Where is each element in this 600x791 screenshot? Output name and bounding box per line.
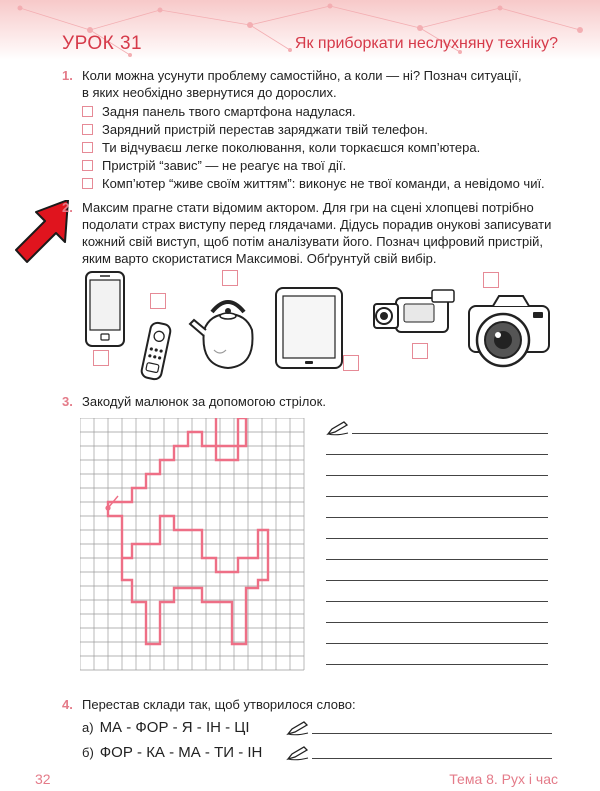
task3-number: 3. xyxy=(62,394,73,409)
pencil-icon xyxy=(286,745,310,761)
answer-line[interactable] xyxy=(326,643,548,644)
task1-option-5[interactable] xyxy=(82,175,545,191)
task4-text: Перестав склади так, щоб утворилося слово: xyxy=(82,697,356,712)
select-box-remote[interactable] xyxy=(150,293,166,309)
answer-line[interactable] xyxy=(326,517,548,518)
answer-line[interactable] xyxy=(326,601,548,602)
tablet-icon xyxy=(272,284,346,372)
checkbox[interactable] xyxy=(82,106,93,117)
task1-option-3[interactable] xyxy=(82,139,480,155)
task2-text-line2: подолати страх виступу перед глядачами. Дідусь порадив онукові записувати xyxy=(82,217,552,232)
answer-line[interactable] xyxy=(326,622,548,623)
task4-number: 4. xyxy=(62,697,73,712)
photo-camera-icon xyxy=(463,292,555,370)
answer-line[interactable] xyxy=(326,559,548,560)
coding-grid[interactable] xyxy=(80,418,306,673)
select-box-smartphone[interactable] xyxy=(93,350,109,366)
answer-line[interactable] xyxy=(352,433,548,434)
task1-number: 1. xyxy=(62,68,73,83)
option-label: Пристрій “завис” — не реагує на твої дії. xyxy=(102,157,347,173)
task1-option-2[interactable] xyxy=(82,121,428,137)
option-label: Комп’ютер “живе своїм життям”: виконує не твої команди, а невідомо чиї. xyxy=(102,175,545,191)
answer-line[interactable] xyxy=(312,733,552,734)
task2-text-line4: яким варто скористатися Максимові. Обґрунтуй свій вибір. xyxy=(82,251,437,266)
footer-topic: Тема 8. Рух і час xyxy=(449,771,558,787)
checkbox[interactable] xyxy=(82,124,93,135)
kettle-icon xyxy=(186,290,270,372)
item-prefix: б) xyxy=(82,744,94,760)
checkbox[interactable] xyxy=(82,160,93,171)
answer-line[interactable] xyxy=(326,475,548,476)
option-label: Задня панель твого смартфона надулася. xyxy=(102,103,356,119)
pencil-icon xyxy=(286,720,310,736)
option-label: Ти відчуваєш легке поколювання, коли торкаєшся комп’ютера. xyxy=(102,139,481,155)
answer-line[interactable] xyxy=(326,538,548,539)
task4-item-b xyxy=(82,742,262,762)
remote-control-icon xyxy=(138,320,174,382)
select-box-kettle[interactable] xyxy=(222,270,238,286)
answer-line[interactable] xyxy=(326,454,548,455)
task1-text-line1: Коли можна усунути проблему самостійно, а коли — ні? Познач ситуації, xyxy=(82,68,522,83)
item-syllables: МА - ФОР - Я - ІН - ЦІ xyxy=(99,718,250,736)
task2-text-line3: кожний свій виступ, щоб потім аналізувати його. Познач цифровий пристрій, xyxy=(82,234,543,249)
task4-item-a xyxy=(82,717,250,737)
task1-option-1[interactable] xyxy=(82,103,356,119)
select-box-camcorder[interactable] xyxy=(412,343,428,359)
option-label: Зарядний пристрій перестав заряджати твій телефон. xyxy=(102,121,428,137)
task1-option-4[interactable] xyxy=(82,157,346,173)
answer-line[interactable] xyxy=(326,580,548,581)
select-box-tablet[interactable] xyxy=(343,355,359,371)
item-prefix: а) xyxy=(82,719,94,735)
lesson-number: УРОК 31 xyxy=(62,33,143,54)
checkbox[interactable] xyxy=(82,142,93,153)
answer-line[interactable] xyxy=(326,664,548,665)
pencil-icon xyxy=(326,420,350,436)
smartphone-icon xyxy=(80,270,130,350)
task1-text-line2: в яких необхідно звернутися до дорослих. xyxy=(82,85,337,100)
answer-line[interactable] xyxy=(326,496,548,497)
item-syllables: ФОР - КА - МА - ТИ - ІН xyxy=(99,743,263,761)
task2-number: 2. xyxy=(62,200,73,215)
checkbox[interactable] xyxy=(82,178,93,189)
page-number: 32 xyxy=(35,771,51,787)
select-box-photo-camera[interactable] xyxy=(483,272,499,288)
answer-line[interactable] xyxy=(312,758,552,759)
camcorder-icon xyxy=(370,288,460,342)
task3-text: Закодуй малюнок за допомогою стрілок. xyxy=(82,394,326,409)
task2-text-line1: Максим прагне стати відомим актором. Для гри на сцені хлопцеві потрібно xyxy=(82,200,534,215)
lesson-title: Як приборкати неслухняну техніку? xyxy=(294,35,558,52)
